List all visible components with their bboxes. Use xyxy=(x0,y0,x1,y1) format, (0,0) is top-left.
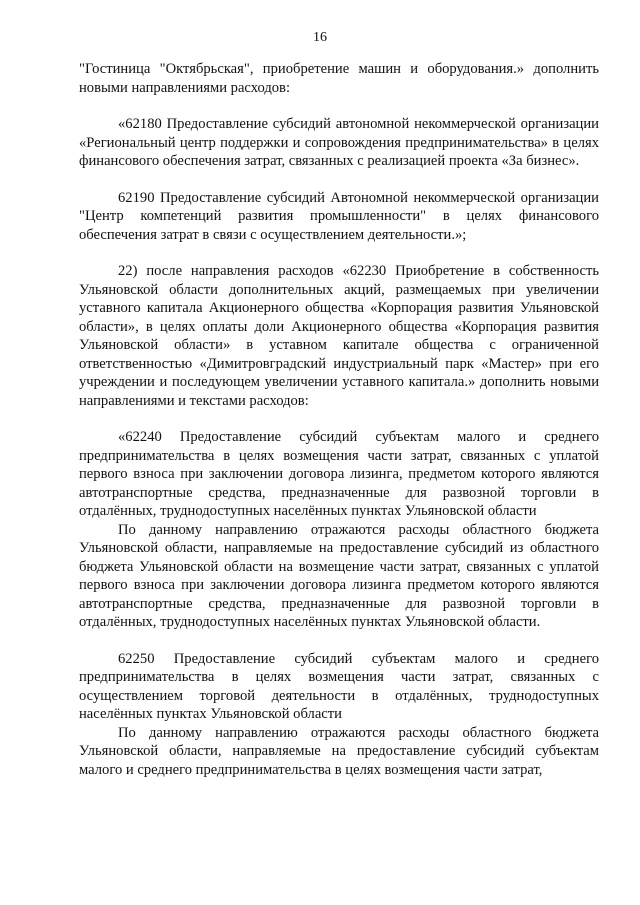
paragraph-item-22: 22) после направления расходов «62230 Приобретение в собственность Ульяновской области дополнительных акций, размещаемых при увеличении уставного капитала Акционерного общества «Корпорация развития Ульяновской области», в целях оплаты доли Акционерного общества «Корпорация развития Ульяновской области» в уставном капитале общества с ограниченной ответственностью «Димитровградский индустриальный парк «Мастер» при его учреждении и последующем увеличении уставного капитала.» дополнить новыми направлениями и текстами расходов: xyxy=(79,263,599,409)
paragraph-62180: «62180 Предоставление субсидий автономной некоммерческой организации «Региональный центр поддержки и сопровождения предпринимательства» в целях финансового обеспечения затрат, связанных с реализацией проекта «За бизнес». xyxy=(79,116,599,169)
paragraph-62250-description: По данному направлению отражаются расходы областного бюджета Ульяновской области, направляемые на предоставление субсидий субъектам малого и среднего предпринимательства в целях возмещения части затрат, xyxy=(79,724,599,778)
paragraph-62240: «62240 Предоставление субсидий субъектам малого и среднего предпринимательства в целях возмещения части затрат, связанных с уплатой первого взноса при заключении договора лизинга, предметом которого являются автотранспортные средства, предназначенные для развозной торговли в отдалённых, труднодоступных населённых пунктах Ульяновской области xyxy=(79,429,599,519)
paragraph-62250: 62250 Предоставление субсидий субъектам малого и среднего предпринимательства в целях возмещения части затрат, связанных с осуществлением торговой деятельности в отдалённых, труднодоступных населённых пунктах Ульяновской области xyxy=(79,650,599,722)
paragraph-hotel-continuation: "Гостиница "Октябрьская", приобретение машин и оборудования.» дополнить новыми направлениями расходов: xyxy=(79,61,599,96)
paragraph-62190: 62190 Предоставление субсидий Автономной некоммерческой организации "Центр компетенций развития промышленности" в целях финансового обеспечения затрат в связи с осуществлением деятельности.»; xyxy=(79,189,599,243)
document-body xyxy=(79,60,599,779)
paragraph-62240-description: По данному направлению отражаются расходы областного бюджета Ульяновской области, направляемые на предоставление субсидий из областного бюджета Ульяновской области на возмещение части затрат, связанных с уплатой первого взноса при заключении договора лизинга предметом которого являются автотранспортные средства, предназначенные для развозной торговли в отдалённых, труднодоступных населённых пунктах Ульяновской области. xyxy=(79,521,599,630)
page-number: 16 xyxy=(313,30,327,45)
